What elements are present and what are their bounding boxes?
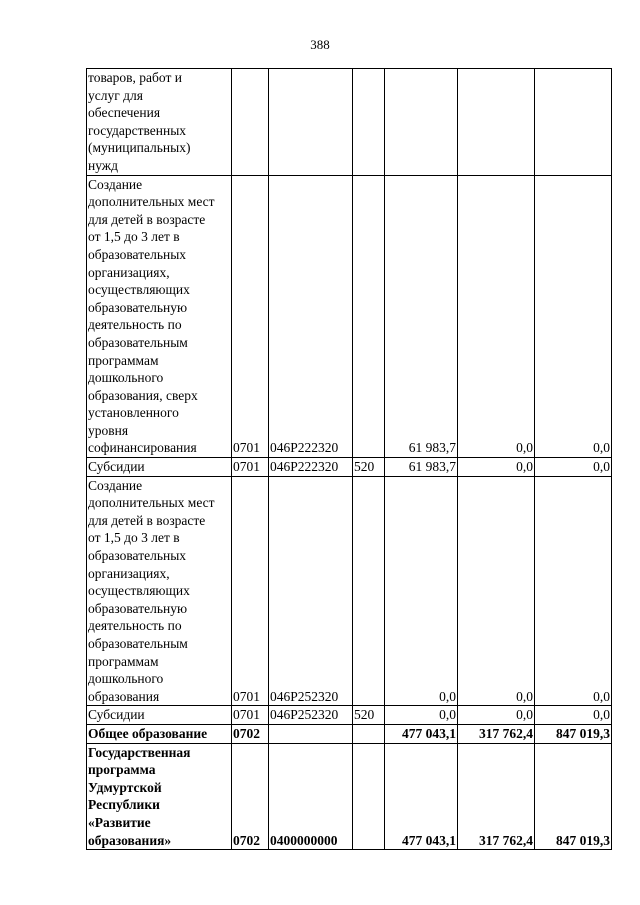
table-row	[87, 706, 612, 725]
row-name-line: нужд	[88, 157, 118, 173]
amount-year3-cell: 847 019,3	[535, 724, 612, 743]
row-name-cell	[87, 458, 232, 477]
section-code-cell	[232, 69, 269, 176]
target-article-cell: 0400000000	[269, 743, 353, 850]
amount-year1-cell: 0,0	[385, 476, 458, 706]
amount-year3-cell: 0,0	[535, 476, 612, 706]
amount-year2-cell: 317 762,4	[458, 743, 535, 850]
budget-table	[86, 68, 612, 850]
amount-year3-cell	[535, 69, 612, 176]
table-row	[87, 476, 612, 706]
expense-type-cell: 520	[353, 458, 385, 477]
row-name-line: осуществляющих	[88, 282, 190, 298]
amount-year1-cell: 477 043,1	[385, 743, 458, 850]
row-name-line: дополнительных мест	[88, 495, 215, 511]
row-name-line: деятельность по	[88, 618, 182, 634]
section-code-cell: 0701	[232, 706, 269, 725]
row-name-line: Создание	[88, 477, 143, 493]
target-article-cell	[269, 69, 353, 176]
table-row	[87, 175, 612, 458]
target-article-cell: 046P222320	[269, 458, 353, 477]
row-name-cell	[87, 476, 232, 706]
row-name-line: образовательную	[88, 299, 188, 315]
row-name-line: деятельность по	[88, 317, 182, 333]
expense-type-cell	[353, 175, 385, 458]
row-name-line: дошкольного	[88, 671, 164, 687]
section-code-cell: 0701	[232, 175, 269, 458]
row-name-line: Удмуртской	[88, 779, 162, 795]
row-name-cell	[87, 724, 232, 743]
row-name-line: от 1,5 до 3 лет в	[88, 530, 180, 546]
row-name-line: софинансирования	[88, 440, 197, 456]
row-name-line: государственных	[88, 122, 187, 138]
section-code-cell: 0702	[232, 743, 269, 850]
amount-year2-cell: 0,0	[458, 706, 535, 725]
row-name-line: программа	[88, 762, 156, 778]
row-name-line: Общее образование	[88, 725, 208, 741]
target-article-cell: 046P252320	[269, 476, 353, 706]
row-name-line: образовательным	[88, 636, 188, 651]
amount-year1-cell	[385, 69, 458, 176]
row-name-line: организациях,	[88, 565, 170, 581]
amount-year1-cell: 477 043,1	[385, 724, 458, 743]
amount-year1-cell: 0,0	[385, 706, 458, 725]
row-name-line: Субсидии	[88, 707, 145, 723]
row-name-line: Государственная	[88, 744, 191, 760]
amount-year2-cell: 0,0	[458, 476, 535, 706]
table-row-section-total	[87, 724, 612, 743]
table-row	[87, 69, 612, 176]
row-name-line: (муниципальных)	[88, 140, 191, 156]
row-name-line: товаров, работ и	[88, 70, 182, 85]
expense-type-cell	[353, 743, 385, 850]
target-article-cell: 046P222320	[269, 175, 353, 458]
row-name-line: уровня	[88, 422, 129, 438]
row-name-cell	[87, 743, 232, 850]
row-name-line: установленного	[88, 405, 179, 421]
table-body	[87, 69, 612, 850]
row-name-line: образования, сверх	[88, 387, 198, 403]
row-name-line: организациях,	[88, 264, 170, 280]
row-name-line: образовательных	[88, 246, 187, 262]
row-name-line: образования»	[88, 832, 172, 848]
section-code-cell: 0702	[232, 724, 269, 743]
expense-type-cell: 520	[353, 706, 385, 725]
row-name-line: образовательных	[88, 548, 187, 564]
row-name-line: дополнительных мест	[88, 194, 215, 210]
row-name-line: образовательную	[88, 600, 188, 616]
row-name-line: обеспечения	[88, 105, 161, 121]
expense-type-cell	[353, 476, 385, 706]
row-name-cell	[87, 706, 232, 725]
amount-year3-cell: 0,0	[535, 706, 612, 725]
expense-type-cell	[353, 69, 385, 176]
amount-year2-cell	[458, 69, 535, 176]
table-row	[87, 458, 612, 477]
row-name-line: образования	[88, 688, 160, 704]
expense-type-cell	[353, 724, 385, 743]
row-name-line: услуг для	[88, 87, 143, 103]
row-name-line: для детей в возрасте	[88, 211, 206, 227]
row-name-line: для детей в возрасте	[88, 512, 206, 528]
target-article-cell: 046P252320	[269, 706, 353, 725]
amount-year2-cell: 0,0	[458, 175, 535, 458]
amount-year3-cell: 0,0	[535, 458, 612, 477]
row-name-line: Республики	[88, 797, 160, 813]
row-name-cell	[87, 175, 232, 458]
amount-year3-cell: 0,0	[535, 175, 612, 458]
row-name-line: Создание	[88, 176, 143, 192]
row-name-line: программам	[88, 352, 159, 368]
row-name-cell	[87, 69, 232, 176]
table-row-program-total	[87, 743, 612, 850]
row-name-line: образовательным	[88, 334, 188, 350]
section-code-cell: 0701	[232, 476, 269, 706]
page-number: 388	[310, 37, 330, 52]
row-name-line: осуществляющих	[88, 583, 190, 599]
amount-year2-cell: 0,0	[458, 458, 535, 477]
amount-year3-cell: 847 019,3	[535, 743, 612, 850]
row-name-line: от 1,5 до 3 лет в	[88, 229, 180, 245]
section-code-cell: 0701	[232, 458, 269, 477]
row-name-line: дошкольного	[88, 370, 164, 386]
row-name-line: «Развитие	[88, 814, 151, 830]
row-name-line: программам	[88, 653, 159, 669]
amount-year2-cell: 317 762,4	[458, 724, 535, 743]
amount-year1-cell: 61 983,7	[385, 175, 458, 458]
row-name-line: Субсидии	[88, 459, 145, 475]
target-article-cell	[269, 724, 353, 743]
amount-year1-cell: 61 983,7	[385, 458, 458, 477]
